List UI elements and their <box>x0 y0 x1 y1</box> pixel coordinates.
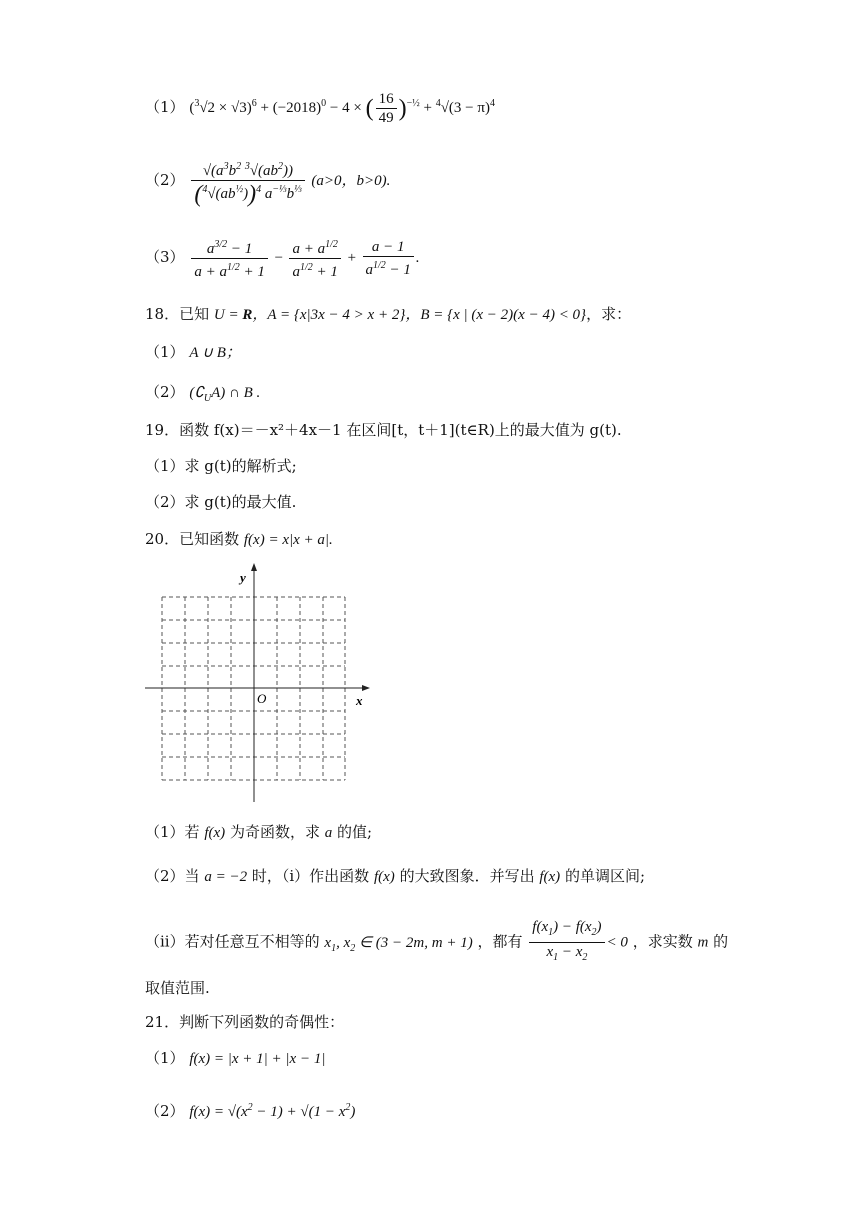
q19-part1: （1）求 g(t)的解析式; <box>145 457 297 475</box>
text: （2）当 <box>145 867 200 885</box>
q20-part1 <box>145 822 372 843</box>
formula: $(^3√2 \times √3)^6 + (-2018)^0 - 4$ × ( $\frac{16}{49}$ )$^{-\frac{1}{2}} + ^4√(3 - \pi)^4$ <box>189 91 495 126</box>
q18-stem <box>145 304 631 325</box>
text: 时，（i）作出函数 <box>251 867 370 885</box>
text: 的单调区间; <box>564 867 646 885</box>
text: （1）若 <box>145 823 200 841</box>
q19-stem: 19．函数 f(x)＝－x²＋4x－1 在区间[t，t＋1](t∈R)上的最大值为 g(t). <box>145 421 622 439</box>
formula: $\frac{a^{3/2} - 1}{a + a^{1/2} + 1}$ − $\frac{a + a^{1/2}}{a^{1/2} + 1}$ + $\frac{a - 1}{a^{1/2} - 1}$ . <box>189 250 419 266</box>
item-label: （2） <box>145 383 185 401</box>
text: 为奇函数，求 <box>229 823 320 841</box>
formula: $(∁_UA)$ ∩ B . <box>189 385 261 404</box>
text: ，求实数 <box>632 932 693 951</box>
formula: m <box>697 934 709 951</box>
item-label: （2） <box>145 170 185 189</box>
formula: A ∪ B； <box>189 345 241 361</box>
text: 的值; <box>337 823 373 841</box>
q20-part3-continued: 取值范围. <box>145 979 210 997</box>
condition: (a>0，b>0). <box>311 172 391 189</box>
q20-stem <box>145 529 333 550</box>
formula: f(x) = x|x + a|. <box>243 532 333 548</box>
formula: $x_1$, $x_2$ ∈ (3 − 2m, m + 1) <box>324 934 473 954</box>
text: 的大致图象．并写出 <box>399 867 535 885</box>
x-axis-arrow <box>362 685 370 691</box>
origin-label: O <box>257 691 267 706</box>
formula: f(x) <box>539 869 561 885</box>
formula: f(x) = |x + 1| + |x − 1| <box>189 1051 326 1067</box>
item-label: （3） <box>145 247 185 266</box>
item-label: （1） <box>145 97 185 116</box>
q21-part2 <box>145 1098 355 1122</box>
q21-part1 <box>145 1048 325 1069</box>
formula: $\frac{f(x_1) - f(x_2)}{x_1 - x_2}$ <box>529 918 604 967</box>
text: （ii）若对任意互不相等的 <box>145 932 320 951</box>
q17-part1 <box>145 90 495 127</box>
q20-part3: （ii）若对任意互不相等的 $x_1$, $x_2$ ∈ (3 − 2m, m + 1) ，都有 $\frac{f(x_1) - f(x_2)}{x_1 - x_2}$ < 0 ，求实数 m 的 <box>145 918 728 967</box>
formula: $\frac{√(a^3b^2 ^3√(ab^2))}{(^4√(ab^{\frac{1}{2}}))^4 a^{-\frac{1}{3}}b^{\frac{1}{3}}}$ <box>191 158 304 204</box>
stem-tail: ，求： <box>586 305 632 323</box>
x-axis-label: x <box>356 693 363 708</box>
formula: U = R，A = {x|3x − 4 > x + 2}，B = {x | (x − 2)(x − 4) < 0} <box>213 307 587 323</box>
q17-part2 <box>145 158 391 208</box>
y-axis-label: y <box>240 570 246 585</box>
q18-part1 <box>145 342 241 363</box>
q19-part2: （2）求 g(t)的最大值. <box>145 493 297 511</box>
item-label: （1） <box>145 343 185 361</box>
item-label: 18．已知 <box>145 305 210 323</box>
q20-part2 <box>145 866 645 887</box>
q17-part3 <box>145 236 420 281</box>
item-label: （2） <box>145 1102 185 1120</box>
formula: f(x) <box>373 869 395 885</box>
item-label: （1） <box>145 1049 185 1067</box>
formula: a = −2 <box>204 869 248 885</box>
text: 的 <box>713 932 729 951</box>
formula: a <box>324 825 333 841</box>
q18-part2 <box>145 382 260 409</box>
formula: $f(x) = √(x^2 - 1) + √(1 - x^2)$ <box>189 1102 356 1120</box>
formula: f(x) <box>204 825 226 841</box>
y-axis-arrow <box>251 563 257 571</box>
coordinate-grid <box>140 560 380 810</box>
text: ，都有 <box>477 932 523 951</box>
item-label: 20．已知函数 <box>145 530 240 548</box>
q21-stem: 21．判断下列函数的奇偶性： <box>145 1013 345 1031</box>
